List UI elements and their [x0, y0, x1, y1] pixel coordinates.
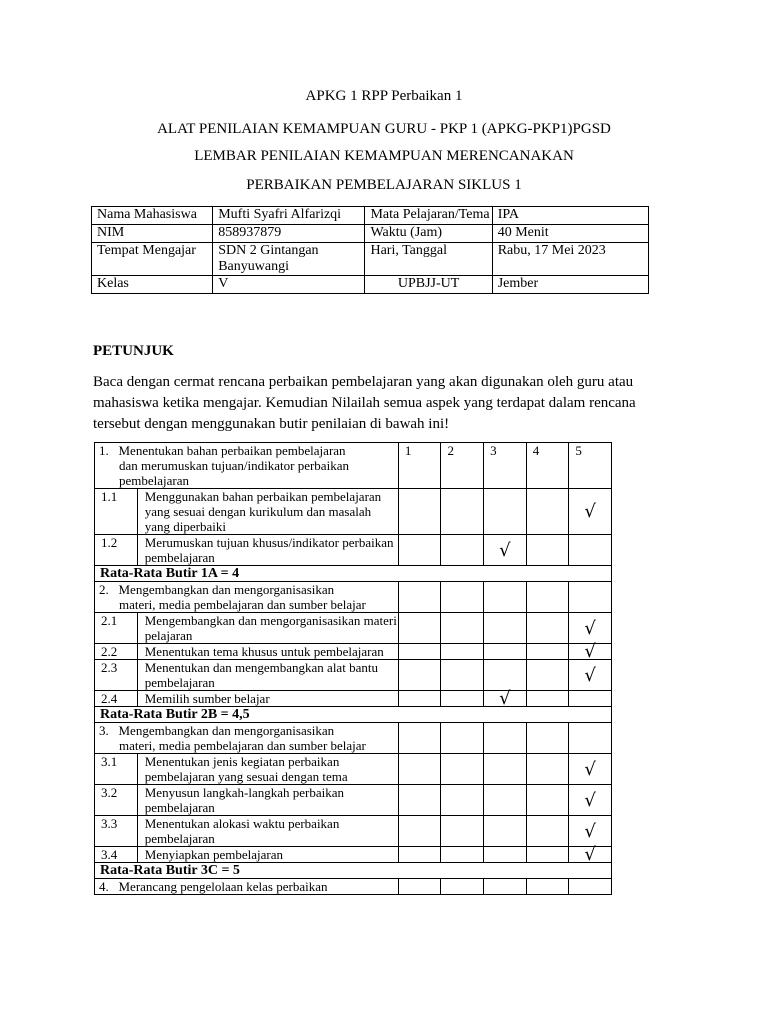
- table-row: [95, 644, 612, 660]
- check-mark-icon: √: [484, 691, 527, 707]
- score-header-5: 5: [569, 443, 612, 489]
- score-cell: [484, 816, 527, 847]
- item-number: 3.4: [95, 847, 138, 863]
- section-3-items: [95, 754, 612, 863]
- score-cell: [398, 535, 441, 566]
- score-cell: [398, 754, 441, 785]
- score-header-2: 2: [441, 443, 484, 489]
- kelas-label: Kelas: [92, 276, 213, 294]
- section-title-cont: materi, media pembelajaran dan sumber belajar: [119, 738, 366, 753]
- doc-heading-2: PERBAIKAN PEMBELAJARAN SIKLUS 1: [246, 177, 522, 193]
- score-header-1: 1: [398, 443, 441, 489]
- average-row: [95, 863, 612, 879]
- section-number: 1.: [99, 443, 109, 458]
- score-cell: [526, 691, 569, 707]
- nama-label: Nama Mahasiswa: [92, 207, 213, 225]
- check-mark-icon: √: [569, 644, 612, 660]
- score-cell: [441, 785, 484, 816]
- section-header-row: [95, 879, 612, 895]
- section-header-row: [95, 443, 612, 489]
- empty-cell: [484, 582, 527, 613]
- empty-cell: [526, 879, 569, 895]
- check-mark-icon: √: [569, 660, 612, 691]
- mapel-value: IPA: [492, 207, 648, 225]
- identity-row: [92, 225, 649, 243]
- score-cell: [441, 535, 484, 566]
- table-row: [95, 754, 612, 785]
- score-cell: [526, 644, 569, 660]
- section-4-title: [95, 879, 399, 895]
- score-cell: [484, 785, 527, 816]
- table-row: [95, 489, 612, 535]
- table-row: [95, 847, 612, 863]
- score-cell: [441, 613, 484, 644]
- score-cell: [441, 644, 484, 660]
- mapel-label: Mata Pelajaran/Tema: [365, 207, 492, 225]
- empty-cell: [569, 582, 612, 613]
- score-header-4: 4: [526, 443, 569, 489]
- score-cell: [484, 754, 527, 785]
- hari-value: Rabu, 17 Mei 2023: [492, 243, 648, 276]
- score-cell: [441, 816, 484, 847]
- section-3-title: [95, 723, 399, 754]
- empty-cell: [526, 582, 569, 613]
- waktu-value: 40 Menit: [492, 225, 648, 243]
- upbjj-label: UPBJJ-UT: [365, 276, 492, 294]
- average-2: Rata-Rata Butir 2B = 4,5: [95, 707, 612, 723]
- petunjuk-heading: PETUNJUK: [93, 343, 174, 359]
- score-cell: [398, 816, 441, 847]
- section-title-cont: dan merumuskan tujuan/indikator perbaikan pembelajaran: [119, 458, 349, 488]
- section-title: Merancang pengelolaan kelas perbaikan: [118, 879, 328, 894]
- score-cell: [484, 847, 527, 863]
- item-text: Menyusun langkah-langkah perbaikan pembelajaran: [137, 785, 398, 816]
- item-text: Menyiapkan pembelajaran: [137, 847, 398, 863]
- item-number: 3.2: [95, 785, 138, 816]
- empty-cell: [526, 723, 569, 754]
- empty-cell: [398, 582, 441, 613]
- section-title-cont: materi, media pembelajaran dan sumber belajar: [119, 597, 366, 612]
- identity-row: [92, 207, 649, 225]
- score-cell: [526, 660, 569, 691]
- score-cell: [484, 660, 527, 691]
- item-number: 2.3: [95, 660, 138, 691]
- petunjuk-body: Baca dengan cermat rencana perbaikan pembelajaran yang akan digunakan oleh guru atau mahasiswa ketika mengajar. Kemudian Nilailah semua aspek yang terdapat dalam rencana tersebut dengan menggunakan butir penilaian di bawah ini!: [93, 374, 636, 432]
- check-mark-icon: √: [569, 489, 612, 535]
- average-1: Rata-Rata Butir 1A = 4: [95, 566, 612, 582]
- doc-title: APKG 1 RPP Perbaikan 1: [305, 88, 463, 104]
- identity-row: [92, 276, 649, 294]
- empty-cell: [441, 879, 484, 895]
- item-number: 3.1: [95, 754, 138, 785]
- item-text: Memilih sumber belajar: [137, 691, 398, 707]
- item-text: Menentukan jenis kegiatan perbaikan pembelajaran yang sesuai dengan tema: [137, 754, 398, 785]
- score-header-3: 3: [484, 443, 527, 489]
- kelas-value: V: [213, 276, 365, 294]
- section-header-row: [95, 582, 612, 613]
- score-cell: [398, 613, 441, 644]
- empty-cell: [569, 723, 612, 754]
- item-number: 3.3: [95, 816, 138, 847]
- nama-value: Mufti Syafri Alfarizqi: [213, 207, 365, 225]
- tempat-value: SDN 2 Gintangan Banyuwangi: [213, 243, 365, 276]
- section-1-title: [95, 443, 399, 489]
- score-cell: [526, 816, 569, 847]
- score-cell: [398, 847, 441, 863]
- score-cell: [441, 847, 484, 863]
- section-1-items: [95, 489, 612, 566]
- score-cell: [484, 613, 527, 644]
- score-cell: [526, 535, 569, 566]
- identity-table: [91, 206, 649, 294]
- item-number: 1.2: [95, 535, 138, 566]
- table-row: [95, 816, 612, 847]
- empty-cell: [569, 879, 612, 895]
- average-row: [95, 566, 612, 582]
- score-cell: [569, 691, 612, 707]
- hari-label: Hari, Tanggal: [365, 243, 492, 276]
- average-row: [95, 707, 612, 723]
- nim-label: NIM: [92, 225, 213, 243]
- score-cell: [398, 691, 441, 707]
- score-cell: [441, 660, 484, 691]
- nim-value: 858937879: [213, 225, 365, 243]
- item-text: Menentukan dan mengembangkan alat bantu pembelajaran: [137, 660, 398, 691]
- item-number: 2.4: [95, 691, 138, 707]
- average-3: Rata-Rata Butir 3C = 5: [95, 863, 612, 879]
- score-cell: [526, 785, 569, 816]
- item-text: Menentukan tema khusus untuk pembelajaran: [137, 644, 398, 660]
- empty-cell: [398, 879, 441, 895]
- table-row: [95, 785, 612, 816]
- section-title: Mengembangkan dan mengorganisasikan: [118, 582, 335, 597]
- score-cell: [526, 489, 569, 535]
- empty-cell: [484, 723, 527, 754]
- empty-cell: [484, 879, 527, 895]
- check-mark-icon: √: [569, 613, 612, 644]
- empty-cell: [398, 723, 441, 754]
- check-mark-icon: √: [569, 816, 612, 847]
- score-cell: [484, 489, 527, 535]
- score-cell: [398, 660, 441, 691]
- score-cell: [398, 489, 441, 535]
- item-text: Mengembangkan dan mengorganisasikan materi pelajaran: [137, 613, 398, 644]
- check-mark-icon: √: [484, 535, 527, 566]
- section-2-items: [95, 613, 612, 707]
- table-row: [95, 660, 612, 691]
- item-number: 2.2: [95, 644, 138, 660]
- score-cell: [484, 644, 527, 660]
- check-mark-icon: √: [569, 754, 612, 785]
- score-cell: [526, 754, 569, 785]
- empty-cell: [441, 723, 484, 754]
- tempat-label: Tempat Mengajar: [92, 243, 213, 276]
- score-cell: [569, 535, 612, 566]
- check-mark-icon: √: [569, 847, 612, 863]
- item-text: Menentukan alokasi waktu perbaikan pembelajaran: [137, 816, 398, 847]
- upbjj-value: Jember: [492, 276, 648, 294]
- score-cell: [398, 644, 441, 660]
- item-number: 1.1: [95, 489, 138, 535]
- table-row: [95, 691, 612, 707]
- item-text: Menggunakan bahan perbaikan pembelajaran yang sesuai dengan kurikulum dan masalah yang diperbaiki: [137, 489, 398, 535]
- section-2-title: [95, 582, 399, 613]
- waktu-label: Waktu (Jam): [365, 225, 492, 243]
- empty-cell: [441, 582, 484, 613]
- section-number: 4.: [99, 879, 109, 894]
- score-cell: [398, 785, 441, 816]
- item-number: 2.1: [95, 613, 138, 644]
- identity-row: [92, 243, 649, 276]
- section-title: Menentukan bahan perbaikan pembelajaran: [118, 443, 346, 458]
- table-row: [95, 535, 612, 566]
- table-row: [95, 613, 612, 644]
- section-header-row: [95, 723, 612, 754]
- section-number: 3.: [99, 723, 109, 738]
- score-cell: [441, 489, 484, 535]
- check-mark-icon: √: [569, 785, 612, 816]
- score-cell: [441, 691, 484, 707]
- section-number: 2.: [99, 582, 109, 597]
- score-cell: [526, 613, 569, 644]
- section-title: Mengembangkan dan mengorganisasikan: [118, 723, 335, 738]
- doc-subtitle: ALAT PENILAIAN KEMAMPUAN GURU - PKP 1 (APKG-PKP1)PGSD: [157, 121, 611, 137]
- score-cell: [441, 754, 484, 785]
- doc-heading-1: LEMBAR PENILAIAN KEMAMPUAN MERENCANAKAN: [194, 148, 574, 164]
- assessment-table: [94, 442, 612, 895]
- score-cell: [526, 847, 569, 863]
- item-text: Merumuskan tujuan khusus/indikator perbaikan pembelajaran: [137, 535, 398, 566]
